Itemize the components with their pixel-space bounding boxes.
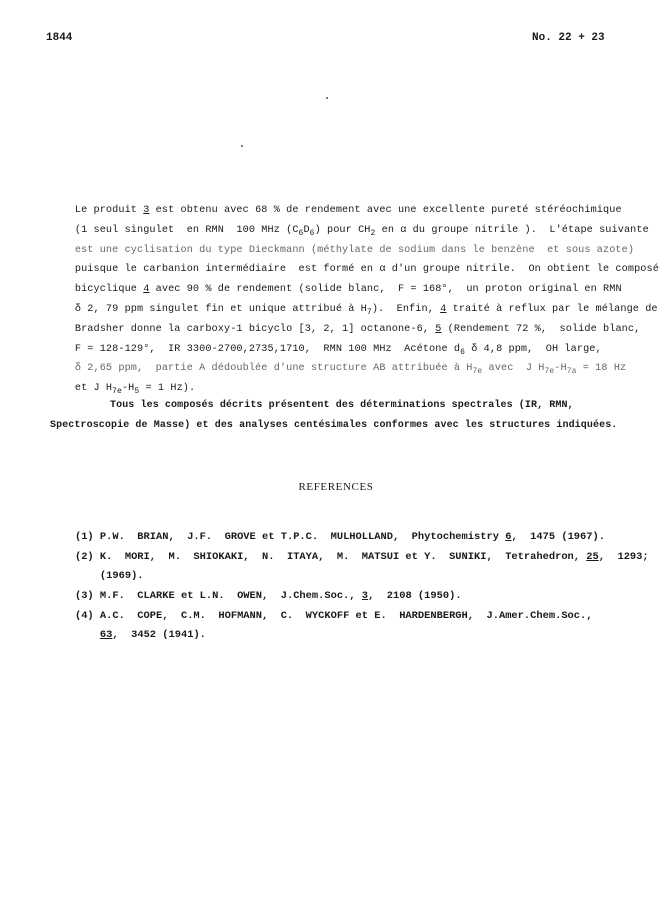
- body-line: F = 128-129°, IR 3300-2700,2735,1710, RMN 100 MHz Acétone $d_6$ δ 4,8 ppm, OH large,: [74, 344, 602, 357]
- page-header-number: 1844: [46, 32, 73, 44]
- reference-item: (1) P.W. BRIAN, J.F. GROVE et T.P.C. MULHOLLAND, Phytochemistry 6, 1475 (1967).: [74, 531, 605, 543]
- body-line: (1 seul singulet en RMN 100 MHz $(C_6D_6)$ pour $CH_2$ en α du groupe nitrile ). L'étape suivante: [74, 225, 649, 238]
- scan-speck: [241, 145, 243, 147]
- closing-line: Tous les composés décrits présentent des déterminations spectrales (IR, RMN,: [110, 400, 574, 411]
- body-line: est une cyclisation du type Dieckmann (méthylate de sodium dans le benzène et sous azote): [74, 245, 635, 256]
- closing-line: Spectroscopie de Masse) et des analyses centésimales conformes avec les structures indiquées.: [50, 420, 618, 431]
- scan-speck: [326, 97, 328, 99]
- body-line: δ 2, 79 ppm singulet fin et unique attribué à $H_7$). Enfin, 4 traité à reflux par le mélange de: [74, 304, 658, 317]
- body-line: δ 2,65 ppm, partie A dédoublée d'une structure AB attribuée à $H_{7e}$ avec J $H_{7e}-H_{7a} = 18$ Hz: [74, 363, 627, 376]
- reference-item: 63, 3452 (1941).: [99, 629, 206, 641]
- body-line: et J $H_{7e}-H_5 = 1$ Hz).: [74, 383, 196, 396]
- body-line: Bradsher donne la carboxy-1 bicyclo [3, 2, 1] octanone-6, 5 (Rendement 72 %, solide blanc,: [74, 324, 641, 335]
- reference-item: (3) M.F. CLARKE et L.N. OWEN, J.Chem.Soc., 3, 2108 (1950).: [74, 590, 462, 602]
- page-header-issue: No. 22 + 23: [532, 32, 605, 44]
- reference-item: (1969).: [74, 570, 144, 582]
- body-line: bicyclique 4 avec 90 % de rendement (solide blanc, F = 168°, un proton original en RMN: [74, 284, 622, 295]
- references-heading: REFERENCES: [298, 481, 374, 493]
- body-line: Le produit 3 est obtenu avec 68 % de rendement avec une excellente pureté stéréochimique: [74, 205, 622, 216]
- reference-item: (4) A.C. COPE, C.M. HOFMANN, C. WYCKOFF et E. HARDENBERGH, J.Amer.Chem.Soc.,: [74, 610, 593, 622]
- body-line: puisque le carbanion intermédiaire est formé en α d'un groupe nitrile. On obtient le composé: [74, 264, 659, 275]
- reference-item: (2) K. MORI, M. SHIOKAKI, N. ITAYA, M. MATSUI et Y. SUNIKI, Tetrahedron, 25, 1293;: [74, 551, 649, 563]
